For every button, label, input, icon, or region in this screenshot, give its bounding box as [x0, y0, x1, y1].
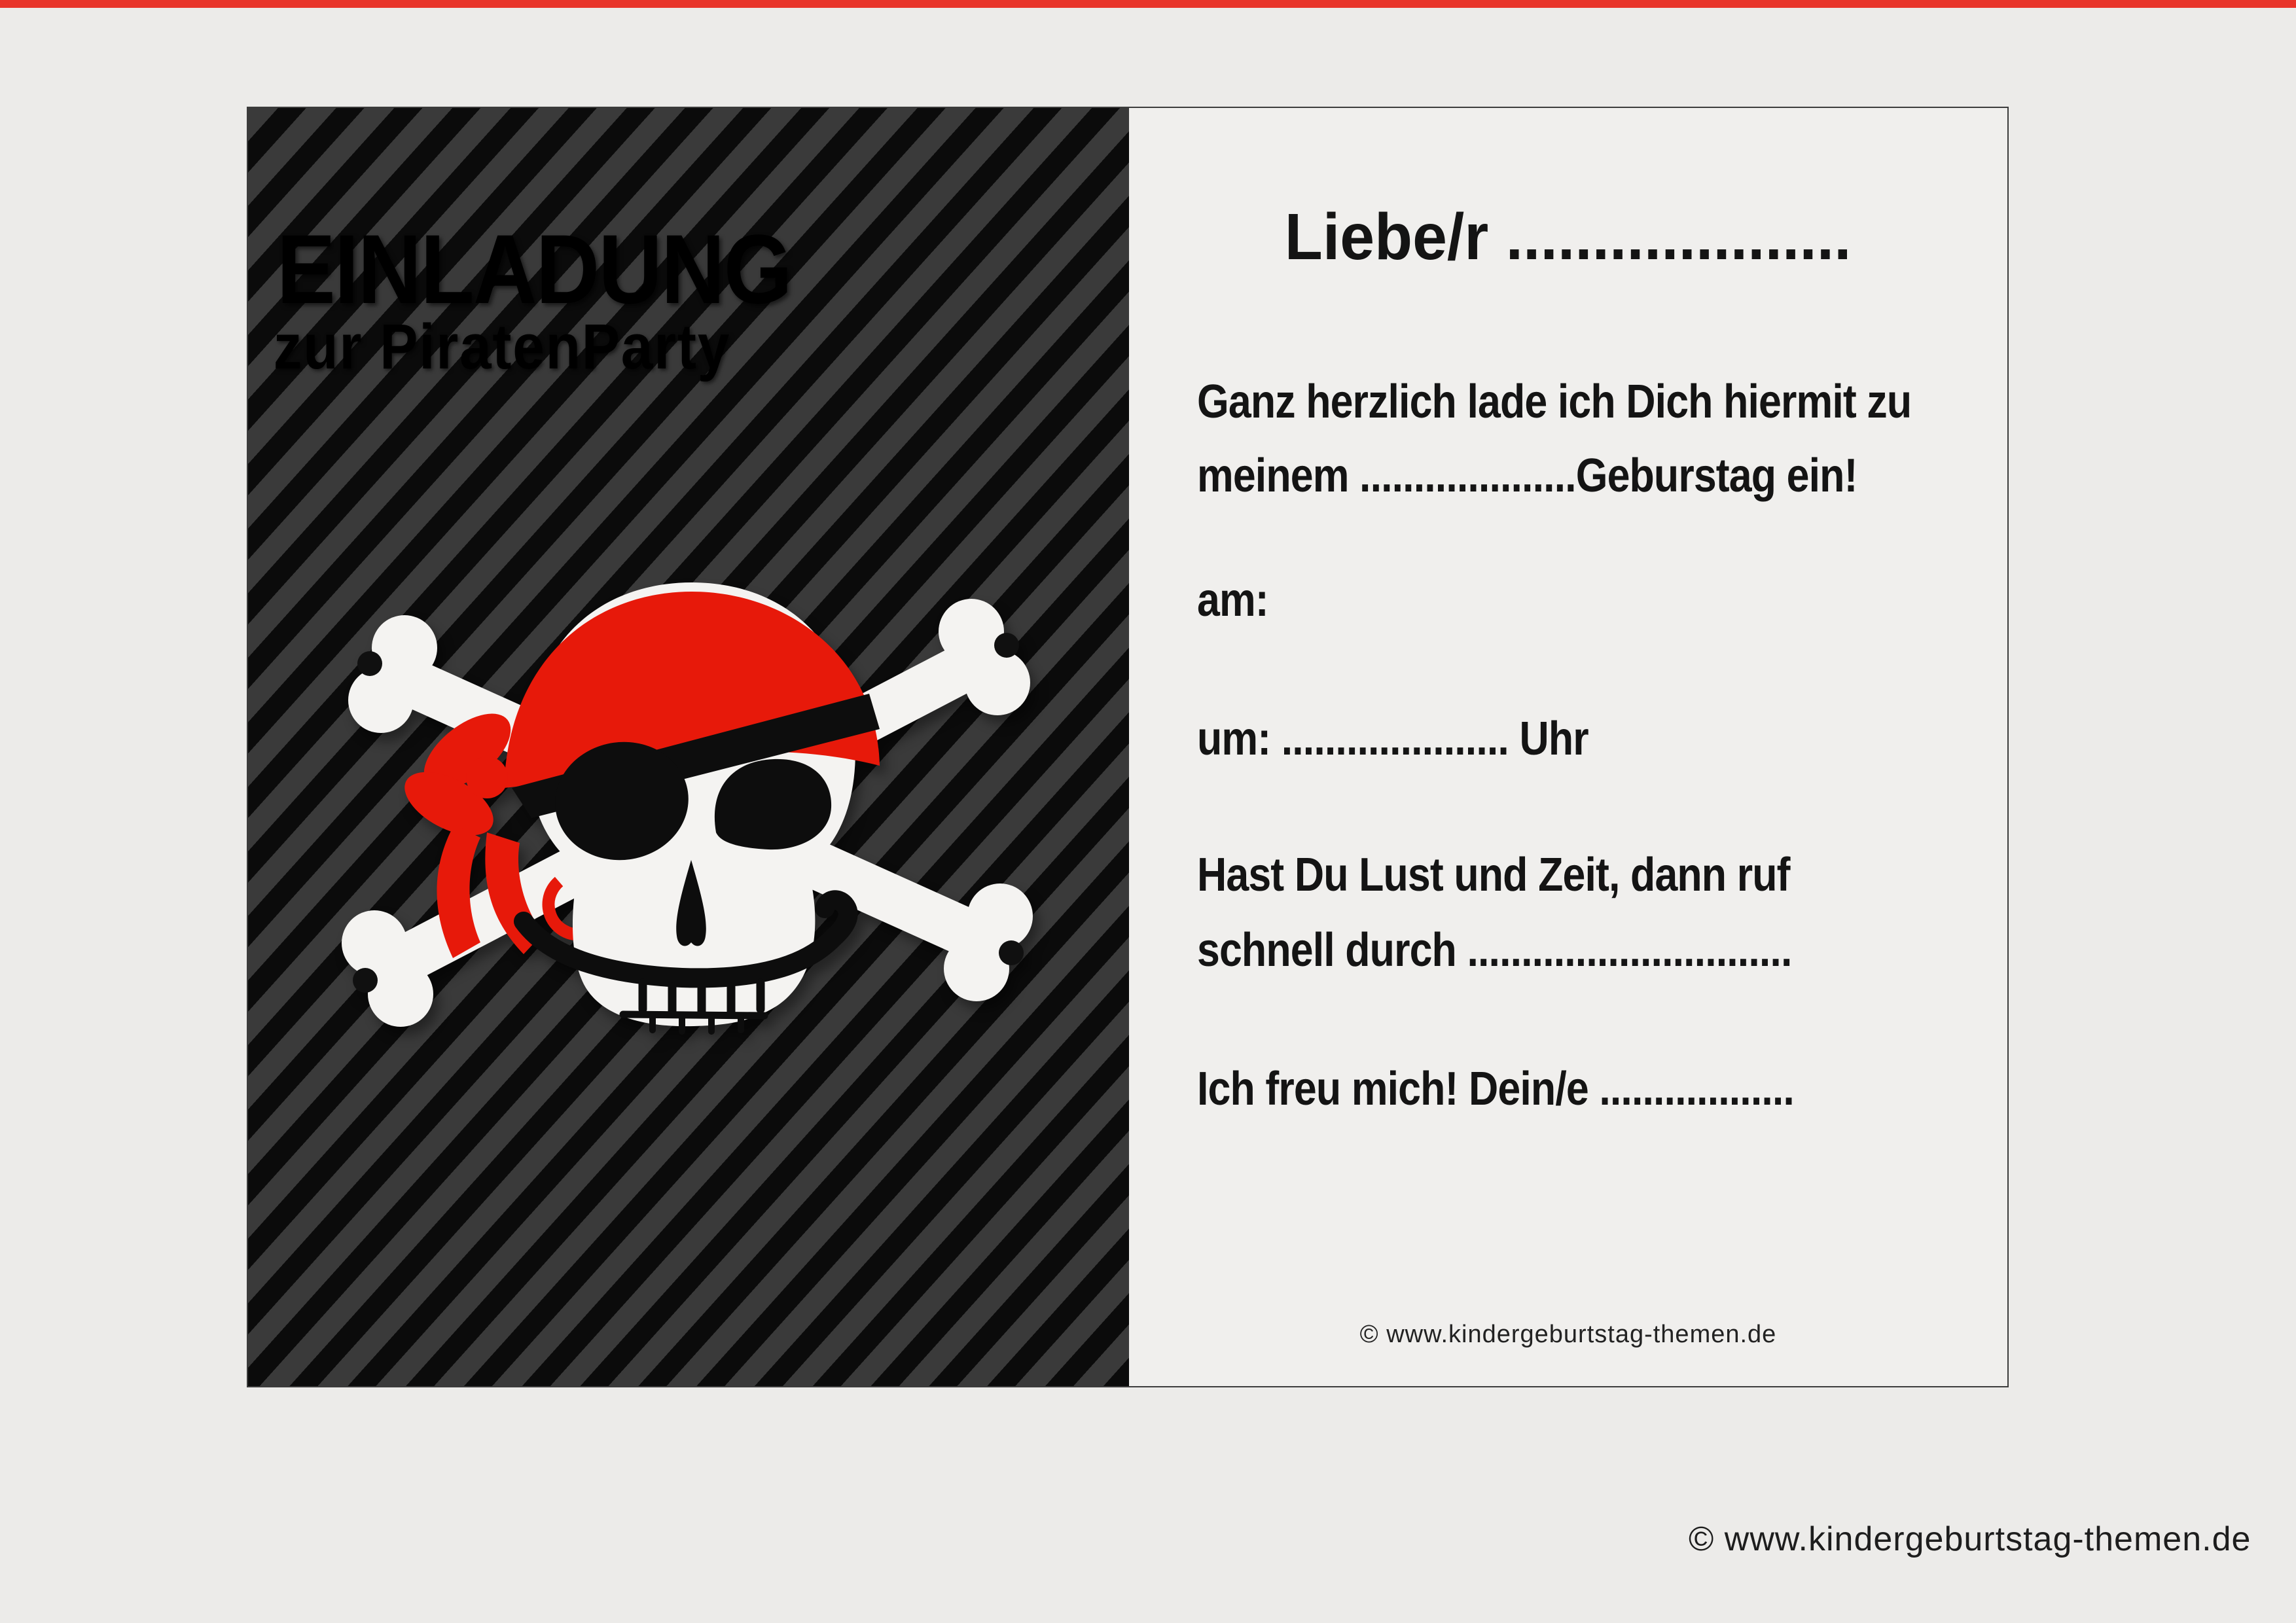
invite-line-2: meinem ....................Geburstag ein! [1197, 450, 1857, 502]
invitation-form-panel [1129, 108, 2007, 1386]
invitation-card [247, 107, 2009, 1387]
invitation-title-text: EINLADUNG [276, 214, 791, 324]
card-copyright: © www.kindergeburtstag-themen.de [1359, 1321, 1777, 1348]
footer-copyright: © www.kindergeburtstag-themen.de [1689, 1520, 2251, 1558]
rsvp-line-2: schnell durch .............................. [1197, 924, 1792, 976]
date-label: am: [1197, 574, 1268, 626]
pirate-skull-crossbones-icon [315, 558, 1062, 1042]
greeting-text: Liebe/r .................... [1285, 200, 1852, 274]
invitation-subtitle-text: zur PiratenParty [273, 311, 731, 382]
invitation-subtitle [248, 311, 1129, 382]
rsvp-line-1: Hast Du Lust und Zeit, dann ruf [1197, 849, 1790, 901]
greeting-line [1129, 200, 2007, 275]
closing-line: Ich freu mich! Dein/e .................. [1197, 1063, 1794, 1115]
time-label: um: ..................... Uhr [1197, 713, 1588, 765]
invitation-title [248, 214, 1129, 324]
top-accent-bar [0, 0, 2296, 8]
invite-line-1: Ganz herzlich lade ich Dich hiermit zu [1197, 376, 1912, 428]
pirate-artwork-panel [248, 108, 1129, 1386]
